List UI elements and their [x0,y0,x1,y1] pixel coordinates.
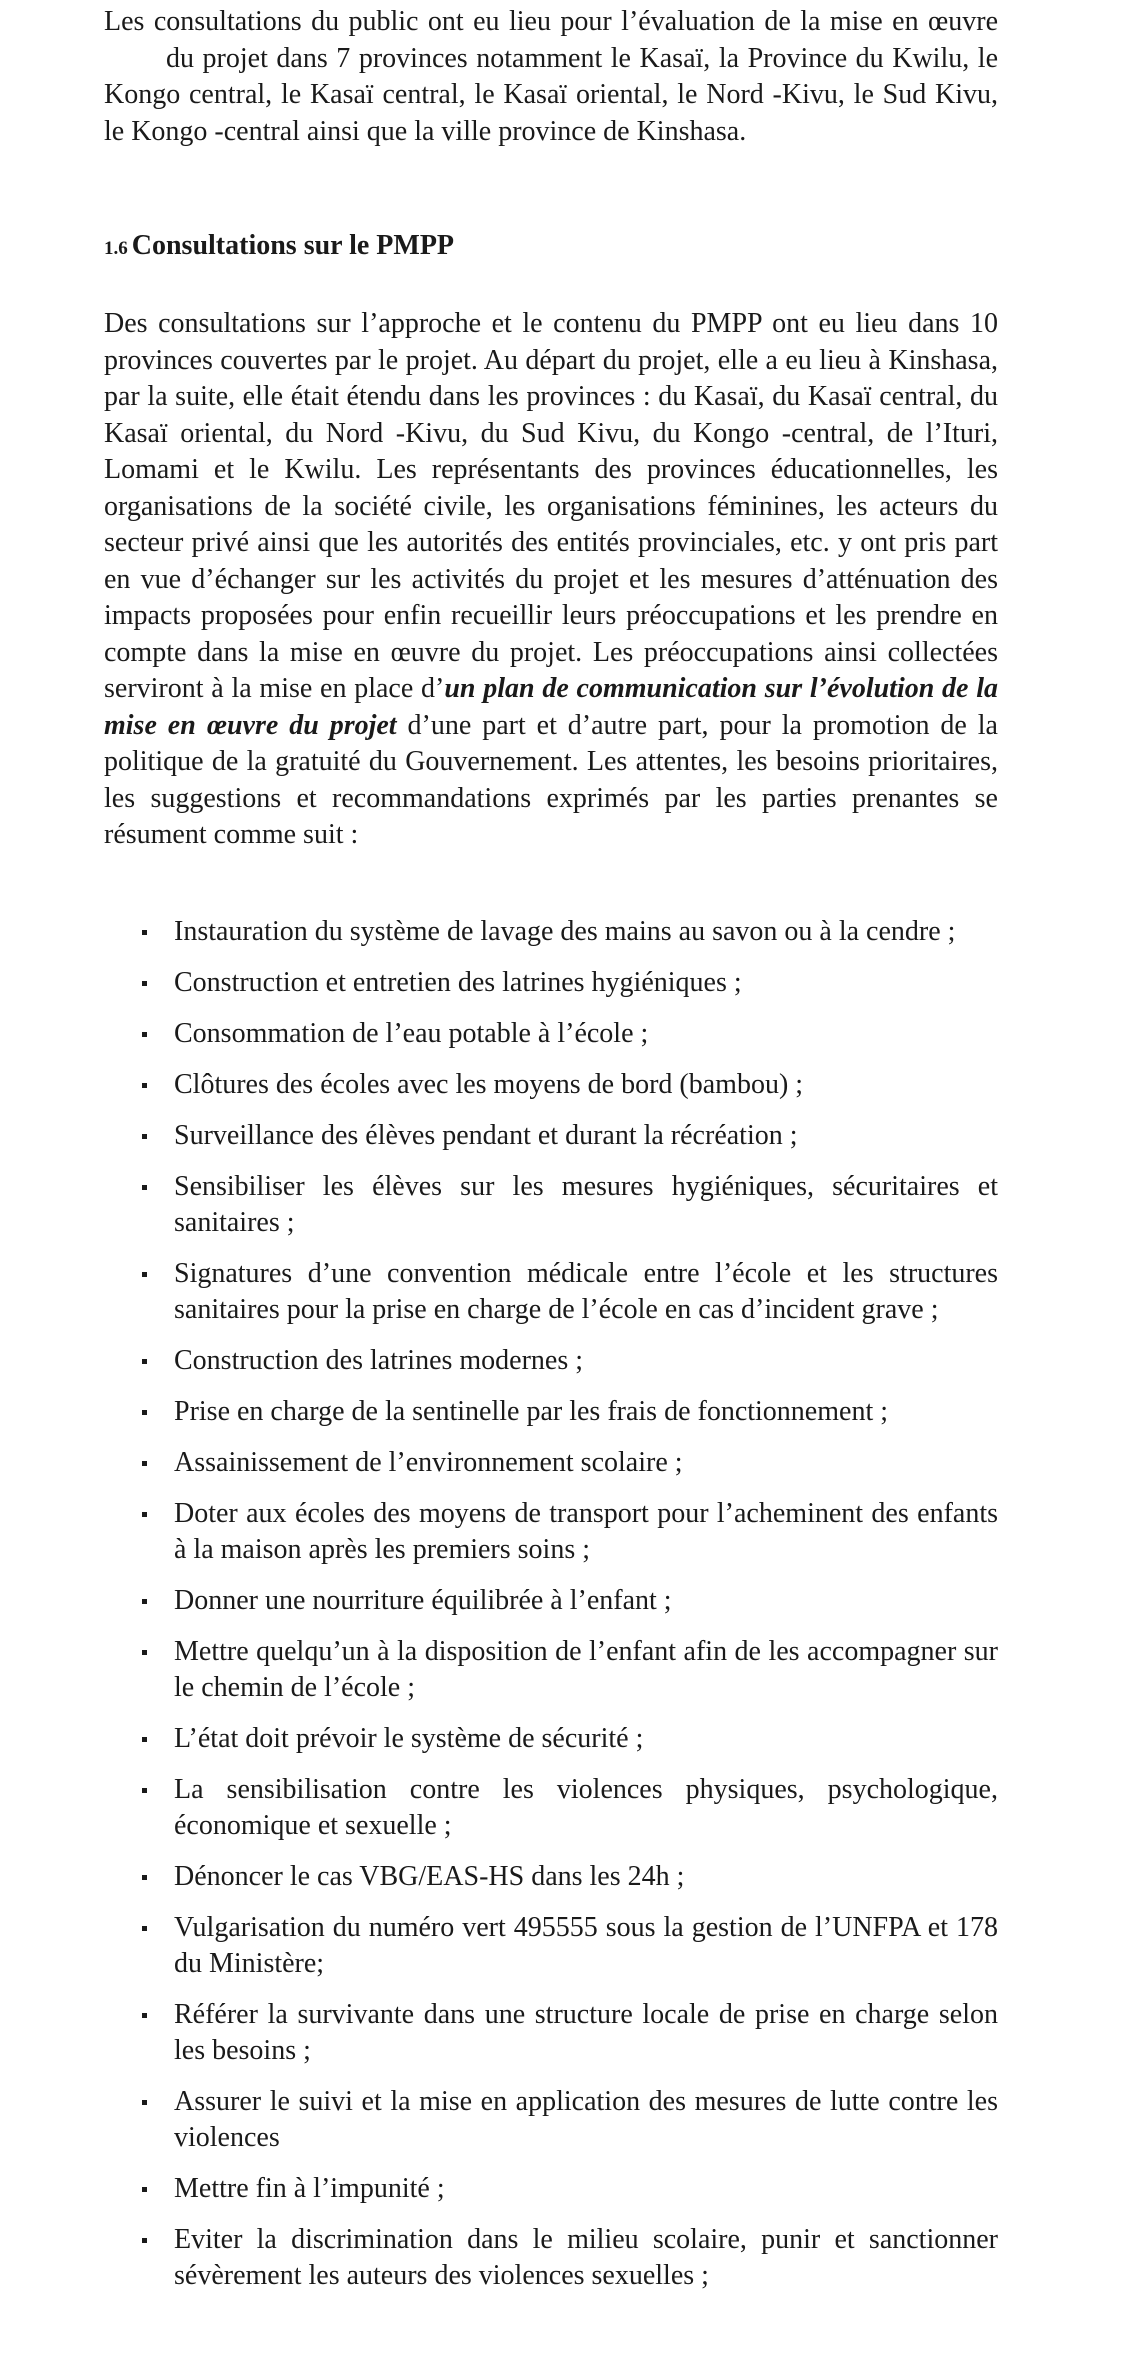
list-item-text: Mettre fin à l’impunité ; [174,2173,445,2204]
section-number: 1.6 [104,238,128,259]
list-item [134,1118,998,1154]
bullet-marker [142,1134,147,1139]
list-item-text: Mettre quelqu’un à la disposition de l’enfant afin de les accompagner sur le chemin de l’école ; [174,1636,998,1703]
list-item-text: Dénoncer le cas VBG/EAS-HS dans les 24h ; [174,1861,685,1892]
bullet-marker [142,1599,147,1604]
list-item-text: La sensibilisation contre les violences physiques, psychologique, économique et sexuelle ; [174,1774,998,1841]
bullet-marker [142,1461,147,1466]
intro-text-start: Les consultations du public ont eu lieu pour l’évaluation de la mise en œuvre [104,6,998,37]
list-item-text: Eviter la discrimination dans le milieu scolaire, punir et sanctionner sévèrement les auteurs des violences sexuelles ; [174,2224,998,2291]
body-paragraph [104,306,998,854]
list-item [134,1859,998,1895]
intro-paragraph [104,4,998,150]
bullet-marker [142,2100,147,2105]
bullet-marker [142,2238,147,2243]
list-item [134,1910,998,1982]
bullet-marker [142,1650,147,1655]
body-text-part1: Des consultations sur l’approche et le contenu du PMPP ont eu lieu dans 10 provinces couvertes par le projet. Au départ du projet, elle a eu lieu à Kinshasa, par la suite, elle était étendu dans les provinces : du Kasaï, du Kasaï central, du Kasaï oriental, du Nord -Kivu, du Sud Kivu, du Kongo -central, de l’Ituri, Lomami et le Kwilu. Les représentants des provinces éducationnelles, les organisations de la société civile, les organisations féminines, les acteurs du secteur privé ainsi que les autorités des entités provinciales, etc. y ont pris part en vue d’échanger sur les activités du projet et les mesures d’atténuation des impacts proposées pour enfin recueillir leurs préoccupations et les prendre en compte dans la mise en œuvre du projet. Les préoccupations ainsi collectées serviront à la mise en place d’ [104,308,998,704]
section-title: Consultations sur le PMPP [131,230,455,261]
list-item-text: Signatures d’une convention médicale entre l’école et les structures sanitaires pour la prise en charge de l’école en cas d’incident grave ; [174,1258,998,1325]
bullet-marker [142,1185,147,1190]
list-item [134,1067,998,1103]
list-item-text: Construction des latrines modernes ; [174,1345,584,1376]
list-item [134,2222,998,2294]
body-text-part2: d’une part et d’autre part, pour la promotion de la politique de la gratuité du Gouvernement. Les attentes, les besoins prioritaires, les suggestions et recommandations exprimés par les parties prenantes se résument comme suit : [104,709,998,850]
list-item [134,1343,998,1379]
body-text-emphasis: un plan de communication sur l’évolution de la mise en œuvre du projet [104,673,998,741]
list-item-text: L’état doit prévoir le système de sécurité ; [174,1723,644,1754]
list-item [134,1772,998,1844]
bullet-marker [142,1032,147,1037]
bullet-marker [142,1410,147,1415]
intro-text-end: du projet dans 7 provinces notamment le Kasaï, la Province du Kwilu, le Kongo central, le Kasaï central, le Kasaï oriental, le Nord -Kivu, le Sud Kivu, le Kongo -central ainsi que la ville province de Kinshasa. [104,42,998,147]
list-item-text: Assainissement de l’environnement scolaire ; [174,1447,683,1478]
bullet-marker [142,1788,147,1793]
list-item [134,1394,998,1430]
list-item [134,914,998,950]
list-item-text: Donner une nourriture équilibrée à l’enfant ; [174,1585,672,1616]
list-item-text: Clôtures des écoles avec les moyens de bord (bambou) ; [174,1069,804,1100]
list-item [134,1016,998,1052]
list-item [134,1256,998,1328]
bullet-marker [142,2013,147,2018]
bullet-marker [142,1875,147,1880]
list-item-text: Référer la survivante dans une structure locale de prise en charge selon les besoins ; [174,1999,998,2066]
bullet-marker [142,1359,147,1364]
list-item [134,1496,998,1568]
list-item [134,1634,998,1706]
section-heading [104,228,454,267]
recommendations-list [134,914,998,2309]
list-item-text: Sensibiliser les élèves sur les mesures hygiéniques, sécuritaires et sanitaires ; [174,1171,998,1238]
bullet-marker [142,1737,147,1742]
list-item [134,2171,998,2207]
bullet-marker [142,930,147,935]
list-item [134,1583,998,1619]
list-item-text: Assurer le suivi et la mise en application des mesures de lutte contre les violences [174,2086,998,2153]
bullet-marker [142,981,147,986]
bullet-marker [142,1512,147,1517]
list-item-text: Vulgarisation du numéro vert 495555 sous la gestion de l’UNFPA et 178 du Ministère; [174,1912,998,1979]
list-item [134,1721,998,1757]
bullet-marker [142,2187,147,2192]
list-item [134,965,998,1001]
list-item-text: Surveillance des élèves pendant et durant la récréation ; [174,1120,798,1151]
list-item-text: Instauration du système de lavage des mains au savon ou à la cendre ; [174,916,956,947]
list-item [134,1997,998,2069]
bullet-marker [142,1926,147,1931]
list-item-text: Consommation de l’eau potable à l’école ; [174,1018,649,1049]
list-item [134,2084,998,2156]
bullet-marker [142,1083,147,1088]
list-item-text: Prise en charge de la sentinelle par les frais de fonctionnement ; [174,1396,888,1427]
bullet-marker [142,1272,147,1277]
list-item [134,1445,998,1481]
list-item-text: Construction et entretien des latrines hygiéniques ; [174,967,742,998]
list-item [134,1169,998,1241]
list-item-text: Doter aux écoles des moyens de transport pour l’acheminent des enfants à la maison après les premiers soins ; [174,1498,998,1565]
